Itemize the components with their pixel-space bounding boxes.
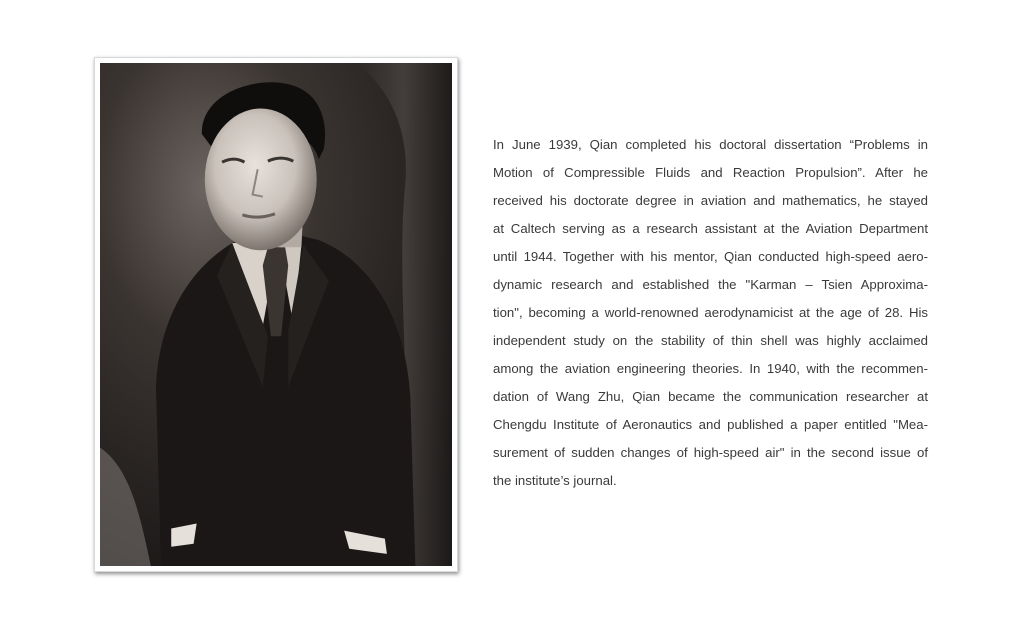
biography-paragraph: [493, 131, 928, 495]
paragraph-line: the institute’s journal.: [493, 473, 617, 488]
paragraph-line: until 1944. Together with his mentor, Qian conducted high-speed aero-: [493, 249, 928, 264]
paragraph-line: received his doctorate degree in aviation and mathematics, he stayed: [493, 193, 928, 208]
portrait-photo-frame: [94, 57, 458, 572]
paragraph-line: In June 1939, Qian completed his doctoral dissertation “Problems in: [493, 137, 928, 152]
portrait-photo: [100, 63, 452, 566]
paragraph-line: Motion of Compressible Fluids and Reaction Propulsion”. After he: [493, 165, 928, 180]
paragraph-line: independent study on the stability of thin shell was highly acclaimed: [493, 333, 928, 348]
paragraph-line: Chengdu Institute of Aeronautics and published a paper entitled "Mea-: [493, 417, 928, 432]
paragraph-line: tion", becoming a world-renowned aerodynamicist at the age of 28. His: [493, 305, 928, 320]
portrait-illustration: [100, 63, 452, 566]
paragraph-line: surement of sudden changes of high-speed air" in the second issue of: [493, 445, 928, 460]
paragraph-line: at Caltech serving as a research assistant at the Aviation Department: [493, 221, 928, 236]
paragraph-line: dynamic research and established the "Karman – Tsien Approxima-: [493, 277, 928, 292]
paragraph-line: among the aviation engineering theories. In 1940, with the recommen-: [493, 361, 928, 376]
paragraph-line: dation of Wang Zhu, Qian became the communication researcher at: [493, 389, 928, 404]
